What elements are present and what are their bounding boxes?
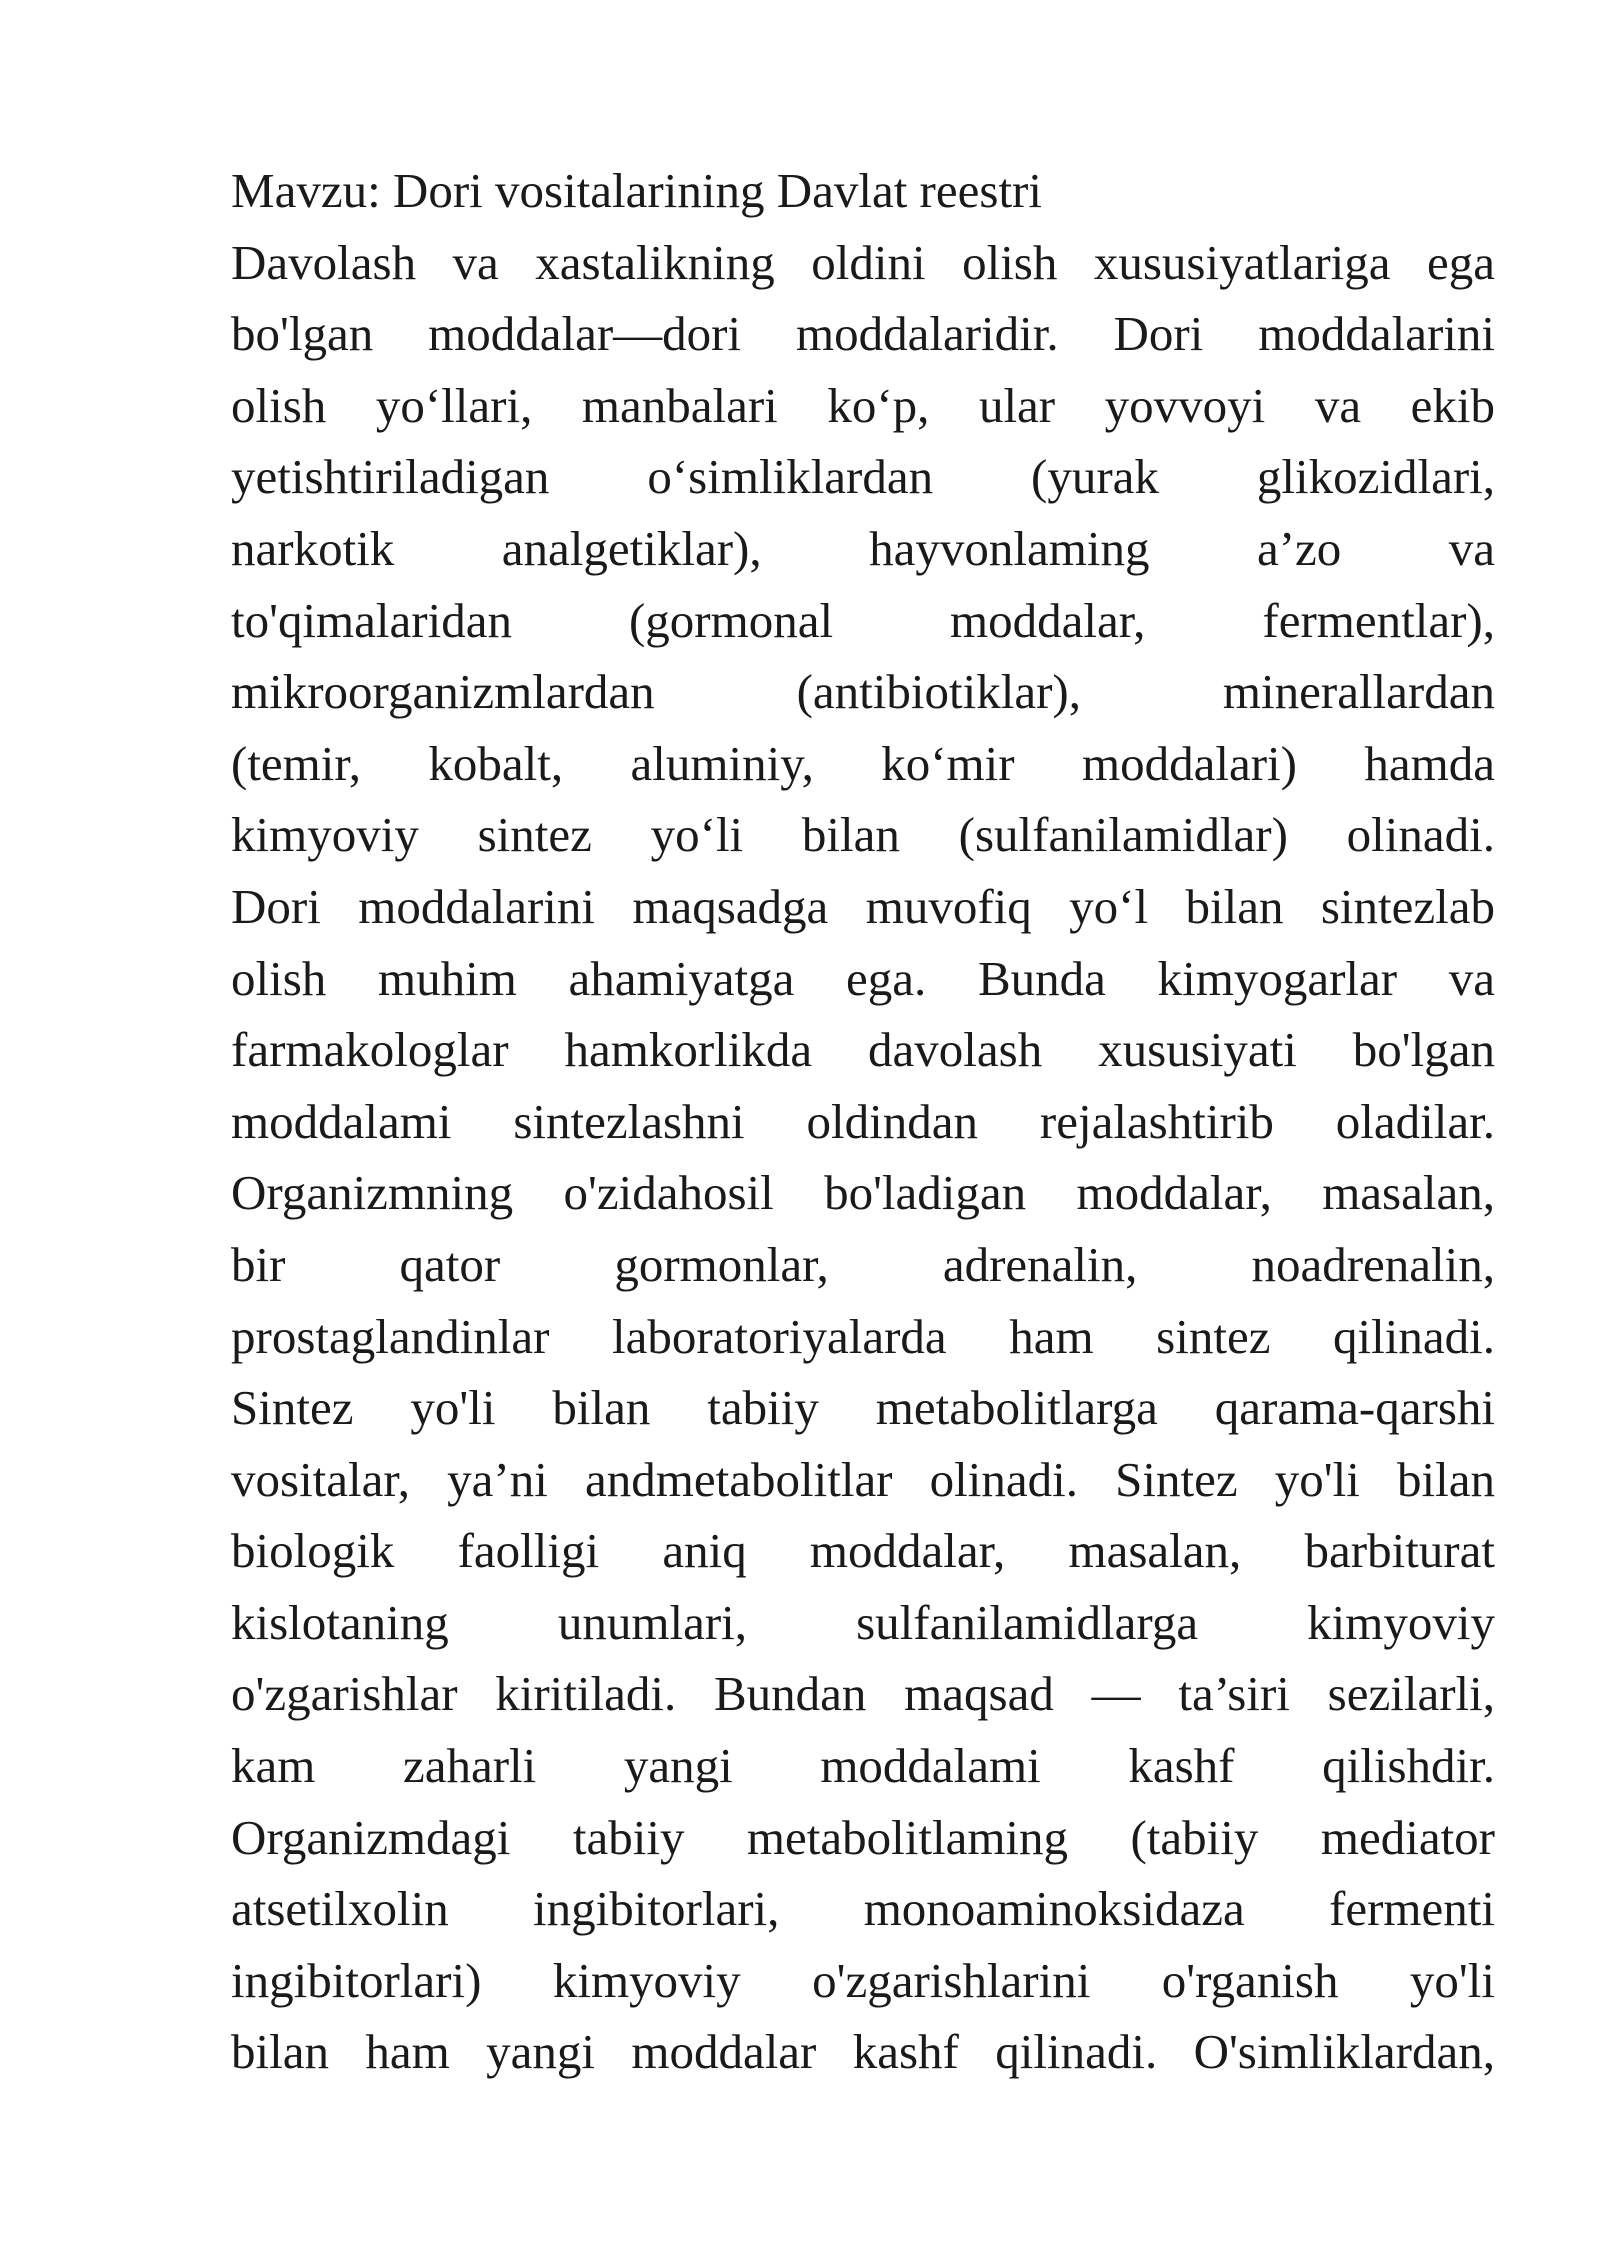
paragraph-line: to'qimalaridan (gormonal moddalar, fermentlar), [231,592,1495,648]
paragraph-line: Organizmning o'zidahosil bo'ladigan moddalar, masalan, [231,1165,1495,1221]
paragraph-line: (temir, kobalt, aluminiy, ko‘mir moddalari) hamda [231,735,1495,791]
paragraph-line: o'zgarishlar kiritiladi. Bundan maqsad — ta’siri sezilarli, [231,1666,1495,1722]
paragraph-line: Dori moddalarini maqsadga muvofiq yo‘l bilan sintezlab [231,878,1495,934]
document-title: Mavzu: Dori vositalarining Davlat reestri [231,163,1042,218]
paragraph-line: narkotik analgetiklar), hayvonlaming a’zo va [231,520,1495,576]
paragraph-line: ingibitorlari) kimyoviy o'zgarishlarini o'rganish yo'li [231,1952,1495,2008]
paragraph-line: bir qator gormonlar, adrenalin, noadrenalin, [231,1236,1495,1292]
paragraph-line: moddalami sintezlashni oldindan rejalashtirib oladilar. [231,1093,1495,1149]
paragraph-line: olish muhim ahamiyatga ega. Bunda kimyogarlar va [231,950,1495,1006]
paragraph-line: atsetilxolin ingibitorlari, monoaminoksidaza fermenti [231,1881,1495,1937]
paragraph-line: kam zaharli yangi moddalami kashf qilishdir. [231,1738,1495,1794]
paragraph-line: biologik faolligi aniq moddalar, masalan, barbiturat [231,1523,1495,1579]
document-body [231,155,1495,2088]
paragraph-line: Davolash va xastalikning oldini olish xususiyatlariga ega [231,234,1495,290]
paragraph-line: farmakologlar hamkorlikda davolash xususiyati bo'lgan [231,1022,1495,1078]
paragraph-line: prostaglandinlar laboratoriyalarda ham sintez qilinadi. [231,1308,1495,1364]
paragraph-line: kislotaning unumlari, sulfanilamidlarga kimyoviy [231,1594,1495,1650]
paragraph-line: kimyoviy sintez yo‘li bilan (sulfanilamidlar) olinadi. [231,807,1495,863]
paragraph-line: Sintez yo'li bilan tabiiy metabolitlarga qarama-qarshi [231,1380,1495,1436]
paragraph-line: vositalar, ya’ni andmetabolitlar olinadi. Sintez yo'li bilan [231,1451,1495,1507]
paragraph-line: bo'lgan moddalar—dori moddalaridir. Dori moddalarini [231,306,1495,362]
paragraph-line: bilan ham yangi moddalar kashf qilinadi. O'simliklardan, [231,2024,1495,2080]
paragraph-line: Organizmdagi tabiiy metabolitlaming (tabiiy mediator [231,1809,1495,1865]
paragraph-line: olish yo‘llari, manbalari ko‘p, ular yovvoyi va ekib [231,377,1495,433]
paragraph-line: yetishtiriladigan o‘simliklardan (yurak glikozidlari, [231,449,1495,505]
paragraph-line: mikroorganizmlardan (antibiotiklar), minerallardan [231,664,1495,720]
